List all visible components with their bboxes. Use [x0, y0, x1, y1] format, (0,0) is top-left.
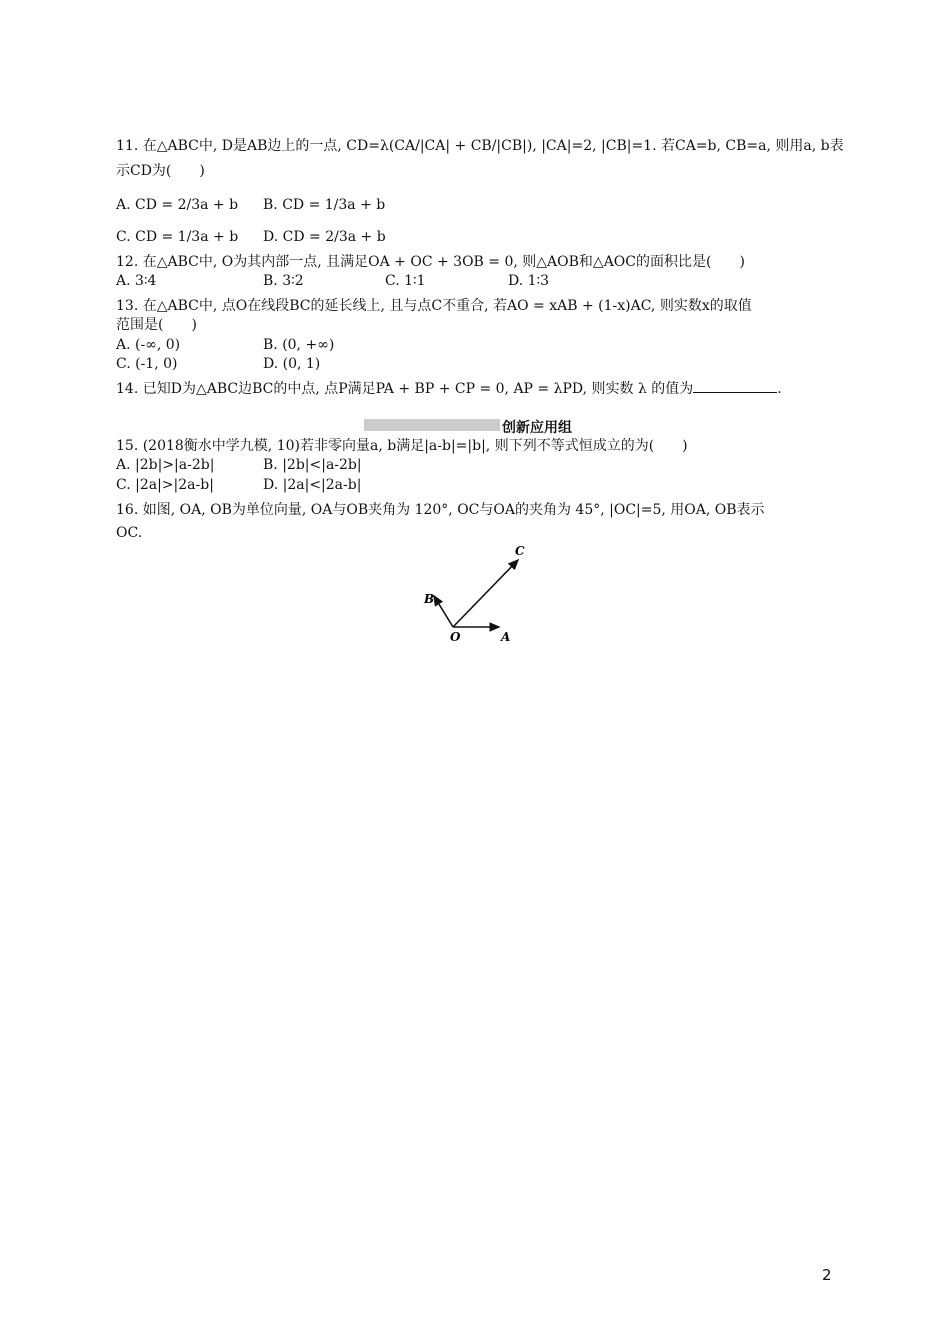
q11-line2: 示CD为( ): [116, 163, 205, 179]
section-header-bar: [364, 419, 500, 431]
q12-option-a: A. 3∶4: [116, 273, 157, 289]
q12-option-b: B. 3∶2: [263, 273, 304, 289]
label-o: O: [450, 630, 461, 644]
q14-answer-blank: [693, 378, 777, 393]
q13-option-a: A. (-∞, 0): [116, 337, 181, 353]
page-number: 2: [822, 1266, 832, 1284]
q14-period: .: [777, 381, 782, 397]
vector-ob: [434, 596, 453, 627]
q15-option-d: D. |2a|<|2a-b|: [263, 477, 362, 493]
q11-option-d: D. CD = 2/3a + b: [263, 229, 386, 245]
section-title: 创新应用组: [502, 420, 572, 436]
label-a: A: [501, 630, 511, 644]
q11-option-a: A. CD = 2/3a + b: [116, 197, 239, 213]
q15-option-c: C. |2a|>|2a-b|: [116, 477, 214, 493]
q13-line1: 13. 在△ABC中, 点O在线段BC的延长线上, 且与点C不重合, 若AO = xAB + (1-x)AC, 则实数x的取值: [116, 298, 752, 314]
q14-text: 14. 已知D为△ABC边BC的中点, 点P满足PA + BP + CP = 0, AP = λPD, 则实数 λ 的值为: [116, 381, 694, 397]
vector-oc: [453, 560, 518, 627]
q13-option-b: B. (0, +∞): [263, 337, 335, 353]
section-header: [364, 417, 604, 435]
q12-line1: 12. 在△ABC中, O为其内部一点, 且满足OA + OC + 3OB = 0, 则△AOB和△AOC的面积比是( ): [116, 254, 745, 270]
vector-figure: [410, 538, 540, 648]
q15-option-b: B. |2b|<|a-2b|: [263, 457, 362, 473]
q11-line1: 11. 在△ABC中, D是AB边上的一点, CD=λ(CA/|CA| + CB/|CB|), |CA|=2, |CB|=1. 若CA=b, CB=a, 则用a, b表: [116, 138, 844, 154]
q16-line1: 16. 如图, OA, OB为单位向量, OA与OB夹角为 120°, OC与OA的夹角为 45°, |OC|=5, 用OA, OB表示: [116, 502, 765, 518]
q15-option-a: A. |2b|>|a-2b|: [116, 457, 215, 473]
q12-option-c: C. 1∶1: [385, 273, 426, 289]
label-c: C: [515, 544, 525, 558]
q13-line2: 范围是( ): [116, 317, 197, 333]
q16-line2: OC.: [116, 525, 143, 541]
label-b: B: [424, 592, 435, 606]
q11-option-c: C. CD = 1/3a + b: [116, 229, 239, 245]
q12-option-d: D. 1∶3: [508, 273, 550, 289]
q13-option-c: C. (-1, 0): [116, 356, 178, 372]
q13-option-d: D. (0, 1): [263, 356, 321, 372]
q14-line: [116, 378, 782, 398]
q15-line1: 15. (2018衡水中学九模, 10)若非零向量a, b满足|a-b|=|b|, 则下列不等式恒成立的为( ): [116, 438, 688, 454]
q11-option-b: B. CD = 1/3a + b: [263, 197, 386, 213]
